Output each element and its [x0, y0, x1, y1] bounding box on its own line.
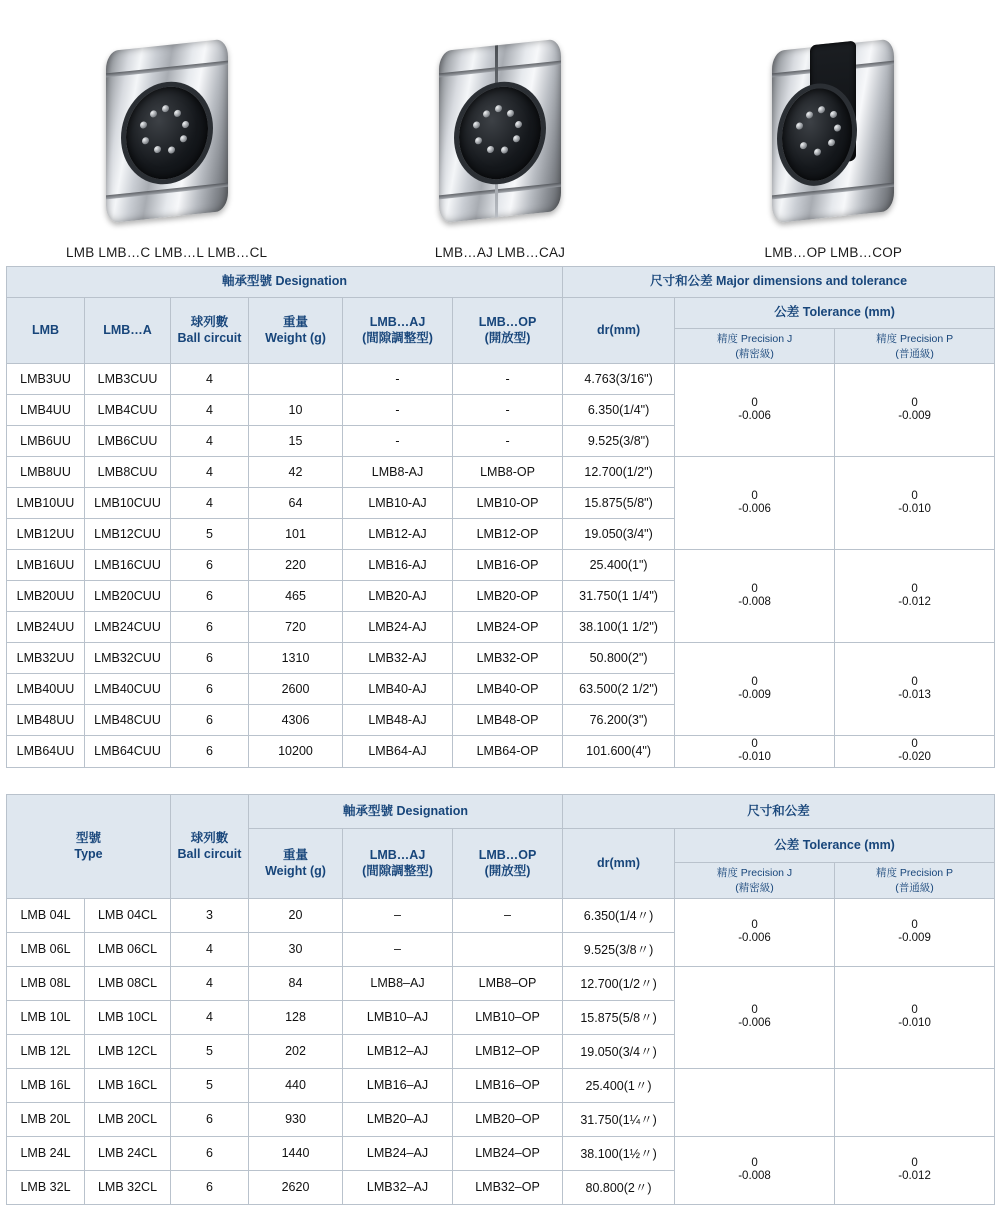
- cell-weight: 4306: [249, 705, 343, 736]
- cell-op: -: [453, 426, 563, 457]
- cell-tolerance-j: [675, 364, 835, 457]
- cell-type-c: LMB 12CL: [85, 1034, 171, 1068]
- header-ball-circuit-en: Ball circuit: [177, 847, 242, 862]
- cell-ball: 4: [171, 457, 249, 488]
- cell-op: LMB12–OP: [453, 1034, 563, 1068]
- cell-weight: 2600: [249, 674, 343, 705]
- cell-op: LMB12-OP: [453, 519, 563, 550]
- table-row: [7, 550, 995, 581]
- header-precision-p: [835, 329, 995, 364]
- cell-type-c: LMB 20CL: [85, 1102, 171, 1136]
- cell-ball: 6: [171, 1136, 249, 1170]
- tol-p-top: 0: [911, 738, 918, 751]
- cell-dr: 15.875(5/8"): [563, 488, 675, 519]
- tol-p-top: 0: [911, 676, 918, 689]
- cell-tolerance-p: [835, 364, 995, 457]
- cell-ball: 6: [171, 674, 249, 705]
- header-ball-circuit-cn: 球列數: [190, 315, 229, 329]
- cell-type: LMB 06L: [7, 932, 85, 966]
- cell-tolerance-j: [675, 457, 835, 550]
- table-row: [7, 1068, 995, 1102]
- table-row: [7, 457, 995, 488]
- cell-weight: 10200: [249, 736, 343, 767]
- cell-weight: 2620: [249, 1170, 343, 1204]
- product-closed: [17, 24, 317, 260]
- cell-lmb: LMB6UU: [7, 426, 85, 457]
- cell-dr: 12.700(1/2"): [563, 457, 675, 488]
- cell-tolerance-j: [675, 1068, 835, 1136]
- cell-aj: LMB8-AJ: [343, 457, 453, 488]
- cell-lmb-c: LMB48CUU: [85, 705, 171, 736]
- cell-weight: 84: [249, 966, 343, 1000]
- header-precision-p-label: 精度 Precision P: [876, 866, 954, 879]
- header-weight: [249, 298, 343, 364]
- cell-weight: 101: [249, 519, 343, 550]
- cell-aj: LMB10-AJ: [343, 488, 453, 519]
- header-op-code: LMB…OP: [478, 315, 537, 329]
- cell-ball: 4: [171, 395, 249, 426]
- cell-lmb-c: LMB24CUU: [85, 612, 171, 643]
- header-weight-en: Weight (g): [265, 330, 326, 345]
- cell-op: LMB10-OP: [453, 488, 563, 519]
- cell-op: LMB40-OP: [453, 674, 563, 705]
- cell-op: LMB16-OP: [453, 550, 563, 581]
- table1-column-header-row: [7, 298, 995, 329]
- header-precision-p: [835, 862, 995, 898]
- table-row: [7, 966, 995, 1000]
- cell-type-c: LMB 06CL: [85, 932, 171, 966]
- tol-j-top: 0: [751, 676, 758, 689]
- cell-tolerance-p: [835, 966, 995, 1068]
- cell-weight: 720: [249, 612, 343, 643]
- cell-weight: 20: [249, 898, 343, 932]
- cell-type: LMB 04L: [7, 898, 85, 932]
- cell-lmb-c: LMB32CUU: [85, 643, 171, 674]
- cell-aj: LMB16–AJ: [343, 1068, 453, 1102]
- cell-weight: 1440: [249, 1136, 343, 1170]
- tol-j-top: 0: [751, 583, 758, 596]
- cell-op: [453, 932, 563, 966]
- header-ball-circuit: [171, 298, 249, 364]
- header-ball-circuit-en: Ball circuit: [177, 330, 242, 345]
- cell-aj: LMB8–AJ: [343, 966, 453, 1000]
- cell-aj: LMB20–AJ: [343, 1102, 453, 1136]
- cell-tolerance-p: [835, 1068, 995, 1136]
- cell-ball: 6: [171, 550, 249, 581]
- cell-aj: LMB24–AJ: [343, 1136, 453, 1170]
- cell-lmb-c: LMB20CUU: [85, 581, 171, 612]
- cell-dr: 6.350(1/4〃): [563, 898, 675, 932]
- cell-weight: 465: [249, 581, 343, 612]
- cell-tolerance-p: [835, 1136, 995, 1204]
- cell-dr: 38.100(1 1/2"): [563, 612, 675, 643]
- cell-lmb: LMB20UU: [7, 581, 85, 612]
- header-aj: [343, 298, 453, 364]
- tol-j-bot: -0.006: [738, 410, 771, 423]
- tol-j-bot: -0.009: [738, 689, 771, 702]
- header-aj: [343, 828, 453, 898]
- cell-lmb: LMB16UU: [7, 550, 85, 581]
- header-precision-j-sub: (精密級): [735, 882, 774, 895]
- cell-aj: LMB32-AJ: [343, 643, 453, 674]
- header-aj-code: LMB…AJ: [369, 315, 426, 329]
- cell-type-c: LMB 04CL: [85, 898, 171, 932]
- cell-weight: 1310: [249, 643, 343, 674]
- cell-lmb-c: LMB12CUU: [85, 519, 171, 550]
- cell-lmb: LMB8UU: [7, 457, 85, 488]
- header-lmb: LMB: [7, 298, 85, 364]
- cell-dr: 15.875(5/8〃): [563, 1000, 675, 1034]
- cell-dr: 12.700(1/2〃): [563, 966, 675, 1000]
- tol-j-top: 0: [751, 919, 758, 932]
- cell-lmb-c: LMB4CUU: [85, 395, 171, 426]
- cell-ball: 4: [171, 966, 249, 1000]
- header-precision-j-label: 精度 Precision J: [716, 333, 793, 345]
- bearing-open-illustration: [683, 24, 983, 239]
- header-precision-j: [675, 862, 835, 898]
- cell-dr: 63.500(2 1/2"): [563, 674, 675, 705]
- cell-tolerance-j: [675, 550, 835, 643]
- cell-aj: -: [343, 395, 453, 426]
- cell-op: LMB48-OP: [453, 705, 563, 736]
- cell-ball: 6: [171, 705, 249, 736]
- cell-lmb: LMB4UU: [7, 395, 85, 426]
- cell-type-c: LMB 08CL: [85, 966, 171, 1000]
- product-open: [683, 24, 983, 260]
- cell-op: LMB32-OP: [453, 643, 563, 674]
- tol-j-top: 0: [751, 1004, 758, 1017]
- bearing-closed-illustration: [17, 24, 317, 239]
- cell-weight: 64: [249, 488, 343, 519]
- cell-aj: LMB48-AJ: [343, 705, 453, 736]
- cell-dr: 25.400(1"): [563, 550, 675, 581]
- cell-ball: 4: [171, 488, 249, 519]
- tol-j-top: 0: [751, 738, 758, 751]
- cell-type-c: LMB 24CL: [85, 1136, 171, 1170]
- tol-p-top: 0: [911, 919, 918, 932]
- header-dr: dr(mm): [563, 298, 675, 364]
- header-lmb-a: LMB…A: [85, 298, 171, 364]
- header-precision-j: [675, 329, 835, 364]
- cell-dr: 50.800(2"): [563, 643, 675, 674]
- cell-weight: 440: [249, 1068, 343, 1102]
- cell-ball: 3: [171, 898, 249, 932]
- cell-dr: 19.050(3/4"): [563, 519, 675, 550]
- tol-p-top: 0: [911, 583, 918, 596]
- header-precision-p-label: 精度 Precision P: [876, 333, 954, 345]
- cell-lmb: LMB24UU: [7, 612, 85, 643]
- cell-op: -: [453, 395, 563, 426]
- cell-op: LMB16–OP: [453, 1068, 563, 1102]
- header-aj-desc: (間隙調整型): [362, 330, 433, 345]
- cell-ball: 5: [171, 1034, 249, 1068]
- cell-lmb-c: LMB6CUU: [85, 426, 171, 457]
- cell-ball: 6: [171, 612, 249, 643]
- header-tolerance: 公差 Tolerance (mm): [675, 828, 995, 862]
- cell-aj: LMB32–AJ: [343, 1170, 453, 1204]
- cell-tolerance-j: [675, 898, 835, 966]
- cell-dr: 31.750(1 1/4"): [563, 581, 675, 612]
- cell-ball: 4: [171, 932, 249, 966]
- product-caption: LMB…OP LMB…COP: [764, 245, 903, 260]
- cell-aj: LMB16-AJ: [343, 550, 453, 581]
- table-row: [7, 898, 995, 932]
- cell-tolerance-p: [835, 457, 995, 550]
- header-dimensions-group: 尺寸和公差: [563, 794, 995, 828]
- cell-aj: LMB64-AJ: [343, 736, 453, 767]
- cell-weight: 42: [249, 457, 343, 488]
- cell-op: LMB24-OP: [453, 612, 563, 643]
- header-type-cn: 型號: [75, 831, 101, 846]
- tol-p-top: 0: [911, 1004, 918, 1017]
- cell-weight: 220: [249, 550, 343, 581]
- cell-ball: 6: [171, 736, 249, 767]
- cell-dr: 4.763(3/16"): [563, 364, 675, 395]
- cell-weight: 202: [249, 1034, 343, 1068]
- cell-weight: 930: [249, 1102, 343, 1136]
- tol-p-bot: -0.012: [898, 1170, 931, 1183]
- product-caption: LMB LMB…C LMB…L LMB…CL: [66, 245, 268, 260]
- tol-j-top: 0: [751, 397, 758, 410]
- cell-weight: 10: [249, 395, 343, 426]
- cell-dr: 31.750(1¼〃): [563, 1102, 675, 1136]
- cell-weight: 15: [249, 426, 343, 457]
- cell-aj: LMB12-AJ: [343, 519, 453, 550]
- table-row: [7, 643, 995, 674]
- header-designation-group: 軸承型號 Designation: [7, 267, 563, 298]
- lmb-uu-specification-table: [6, 266, 995, 768]
- cell-op: LMB8-OP: [453, 457, 563, 488]
- cell-tolerance-p: [835, 736, 995, 767]
- cell-op: LMB64-OP: [453, 736, 563, 767]
- cell-op: LMB8–OP: [453, 966, 563, 1000]
- cell-aj: –: [343, 932, 453, 966]
- cell-lmb-c: LMB10CUU: [85, 488, 171, 519]
- cell-lmb: LMB64UU: [7, 736, 85, 767]
- header-aj-code: LMB…AJ: [369, 848, 426, 863]
- tol-j-top: 0: [751, 1157, 758, 1170]
- cell-dr: 76.200(3"): [563, 705, 675, 736]
- cell-tolerance-p: [835, 550, 995, 643]
- cell-tolerance-j: [675, 736, 835, 767]
- tol-p-bot: -0.013: [898, 689, 931, 702]
- cell-type: LMB 08L: [7, 966, 85, 1000]
- tol-p-top: 0: [911, 397, 918, 410]
- cell-type: LMB 24L: [7, 1136, 85, 1170]
- cell-lmb-c: LMB16CUU: [85, 550, 171, 581]
- header-type-en: Type: [74, 847, 103, 862]
- tol-j-bot: -0.008: [738, 596, 771, 609]
- cell-op: LMB10–OP: [453, 1000, 563, 1034]
- cell-dr: 25.400(1〃): [563, 1068, 675, 1102]
- cell-op: -: [453, 364, 563, 395]
- cell-tolerance-p: [835, 643, 995, 736]
- table-row: [7, 364, 995, 395]
- cell-type: LMB 16L: [7, 1068, 85, 1102]
- cell-aj: LMB12–AJ: [343, 1034, 453, 1068]
- cell-tolerance-j: [675, 643, 835, 736]
- header-dr: dr(mm): [563, 828, 675, 898]
- cell-lmb-c: LMB3CUU: [85, 364, 171, 395]
- cell-lmb: LMB40UU: [7, 674, 85, 705]
- cell-lmb: LMB12UU: [7, 519, 85, 550]
- product-caption: LMB…AJ LMB…CAJ: [434, 245, 566, 260]
- header-type: [7, 794, 171, 898]
- cell-lmb: LMB3UU: [7, 364, 85, 395]
- cell-ball: 6: [171, 1170, 249, 1204]
- cell-op: –: [453, 898, 563, 932]
- cell-dr: 38.100(1½〃): [563, 1136, 675, 1170]
- header-ball-circuit-cn: 球列數: [190, 831, 229, 846]
- cell-ball: 4: [171, 426, 249, 457]
- cell-tolerance-j: [675, 1136, 835, 1204]
- cell-lmb-c: LMB40CUU: [85, 674, 171, 705]
- cell-lmb: LMB10UU: [7, 488, 85, 519]
- cell-op: LMB20–OP: [453, 1102, 563, 1136]
- cell-aj: –: [343, 898, 453, 932]
- cell-weight: 128: [249, 1000, 343, 1034]
- cell-ball: 6: [171, 581, 249, 612]
- cell-aj: -: [343, 364, 453, 395]
- cell-ball: 4: [171, 364, 249, 395]
- header-ball-circuit: [171, 794, 249, 898]
- cell-type: LMB 32L: [7, 1170, 85, 1204]
- tol-p-bot: -0.009: [898, 932, 931, 945]
- tol-j-bot: -0.006: [738, 1017, 771, 1030]
- cell-type-c: LMB 10CL: [85, 1000, 171, 1034]
- header-weight: [249, 828, 343, 898]
- cell-type: LMB 12L: [7, 1034, 85, 1068]
- cell-lmb-c: LMB64CUU: [85, 736, 171, 767]
- header-op: [453, 298, 563, 364]
- cell-weight: 30: [249, 932, 343, 966]
- cell-op: LMB20-OP: [453, 581, 563, 612]
- table2-group-header-row: [7, 794, 995, 828]
- cell-op: LMB32–OP: [453, 1170, 563, 1204]
- header-tolerance: 公差 Tolerance (mm): [675, 298, 995, 329]
- cell-type: LMB 10L: [7, 1000, 85, 1034]
- cell-ball: 6: [171, 1102, 249, 1136]
- header-precision-p-sub: (普通級): [895, 348, 934, 361]
- header-precision-j-sub: (精密級): [735, 348, 774, 361]
- tol-j-bot: -0.010: [738, 751, 771, 764]
- cell-aj: LMB40-AJ: [343, 674, 453, 705]
- cell-ball: 5: [171, 519, 249, 550]
- header-precision-j-label: 精度 Precision J: [716, 866, 793, 879]
- product-image-row: [0, 0, 1000, 260]
- cell-aj: -: [343, 426, 453, 457]
- product-adjustable: [350, 24, 650, 260]
- cell-type-c: LMB 16CL: [85, 1068, 171, 1102]
- table1-group-header-row: [7, 267, 995, 298]
- header-op: [453, 828, 563, 898]
- cell-op: LMB24–OP: [453, 1136, 563, 1170]
- tol-j-top: 0: [751, 490, 758, 503]
- cell-lmb: LMB48UU: [7, 705, 85, 736]
- tol-p-bot: -0.010: [898, 1017, 931, 1030]
- tol-p-top: 0: [911, 490, 918, 503]
- header-op-desc: (開放型): [484, 864, 531, 879]
- cell-dr: 6.350(1/4"): [563, 395, 675, 426]
- cell-tolerance-j: [675, 966, 835, 1068]
- tol-j-bot: -0.006: [738, 932, 771, 945]
- bearing-adjustable-illustration: [350, 24, 650, 239]
- tol-p-bot: -0.012: [898, 596, 931, 609]
- tol-p-bot: -0.020: [898, 751, 931, 764]
- tol-p-bot: -0.010: [898, 503, 931, 516]
- tol-j-bot: -0.008: [738, 1170, 771, 1183]
- cell-aj: LMB10–AJ: [343, 1000, 453, 1034]
- cell-aj: LMB24-AJ: [343, 612, 453, 643]
- header-op-desc: (開放型): [484, 330, 531, 345]
- tol-p-bot: -0.009: [898, 410, 931, 423]
- header-op-code: LMB…OP: [478, 848, 537, 863]
- lmb-l-specification-table: [6, 794, 995, 1205]
- header-dimensions-group: 尺寸和公差 Major dimensions and tolerance: [563, 267, 995, 298]
- header-weight-cn: 重量: [282, 848, 308, 863]
- cell-ball: 6: [171, 643, 249, 674]
- cell-tolerance-p: [835, 898, 995, 966]
- header-weight-cn: 重量: [282, 315, 308, 329]
- cell-lmb: LMB32UU: [7, 643, 85, 674]
- table-row: [7, 736, 995, 767]
- header-precision-p-sub: (普通級): [895, 882, 934, 895]
- header-aj-desc: (間隙調整型): [362, 864, 433, 879]
- cell-lmb-c: LMB8CUU: [85, 457, 171, 488]
- cell-dr: 101.600(4"): [563, 736, 675, 767]
- table-row: [7, 1136, 995, 1170]
- cell-dr: 9.525(3/8〃): [563, 932, 675, 966]
- tol-j-bot: -0.006: [738, 503, 771, 516]
- header-designation-group: 軸承型號 Designation: [249, 794, 563, 828]
- cell-dr: 9.525(3/8"): [563, 426, 675, 457]
- cell-ball: 5: [171, 1068, 249, 1102]
- cell-dr: 19.050(3/4〃): [563, 1034, 675, 1068]
- cell-ball: 4: [171, 1000, 249, 1034]
- tol-p-top: 0: [911, 1157, 918, 1170]
- cell-dr: 80.800(2〃): [563, 1170, 675, 1204]
- cell-weight: [249, 364, 343, 395]
- header-weight-en: Weight (g): [265, 864, 326, 879]
- cell-type-c: LMB 32CL: [85, 1170, 171, 1204]
- cell-type: LMB 20L: [7, 1102, 85, 1136]
- cell-aj: LMB20-AJ: [343, 581, 453, 612]
